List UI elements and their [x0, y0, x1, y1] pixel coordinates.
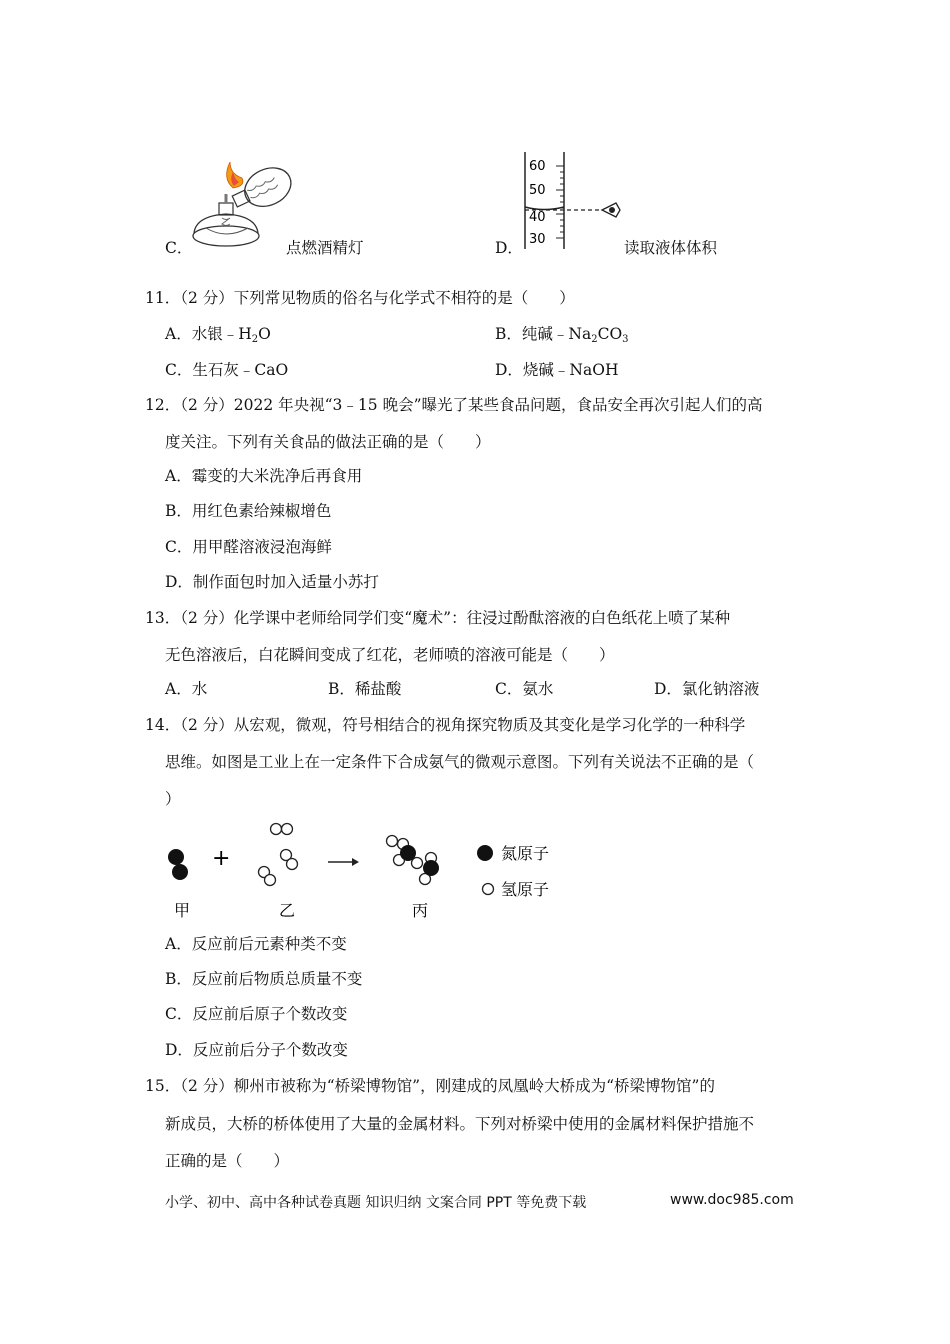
q15-stem-line1: 15．（2 分）柳州市被称为“桥梁博物馆”，刚建成的凤凰岭大桥成为“桥梁博物馆”的	[145, 1077, 715, 1095]
q10-option-c-caption: 点燃酒精灯	[286, 239, 364, 257]
q12-option-b: B．用红色素给辣椒增色	[165, 502, 332, 520]
q13-stem-line2: 无色溶液后，白花瞬间变成了红花，老师喷的溶液可能是（ ）	[165, 646, 615, 664]
q14-stem-line2: 思维。如图是工业上在一定条件下合成氨气的微观示意图。下列有关说法不正确的是（	[165, 753, 755, 771]
q10-option-c-letter: C．	[165, 239, 193, 257]
plus-sign: +	[212, 846, 231, 871]
alcohol-lamp-figure	[186, 148, 296, 258]
label-jia: 甲	[174, 901, 191, 920]
label-bing: 丙	[412, 901, 429, 920]
q13-option-a: A．水	[165, 680, 208, 698]
legend-nitrogen: 氮原子	[501, 844, 550, 863]
q11-option-d: D．烧碱﹣NaOH	[495, 361, 619, 379]
q14-stem-line3: ）	[165, 790, 181, 808]
q11-a-text: 水银﹣H	[191, 325, 252, 343]
q14-option-c: C．反应前后原子个数改变	[165, 1005, 348, 1023]
q14-option-d: D．反应前后分子个数改变	[165, 1041, 348, 1059]
q12-option-a: A．霉变的大米洗净后再食用	[165, 467, 363, 485]
q13-stem-line1: 13．（2 分）化学课中老师给同学们变“魔术”：往浸过酚酞溶液的白色纸花上喷了某种	[145, 609, 731, 627]
q10-option-d-letter: D．	[495, 239, 523, 257]
legend-hydrogen: 氢原子	[501, 880, 550, 899]
q12-option-c: C．用甲醛溶液浸泡海鲜	[165, 538, 332, 556]
cylinder-tick-40: 40	[529, 210, 546, 225]
q11-option-b	[495, 324, 629, 350]
cylinder-tick-50: 50	[529, 183, 546, 198]
q13-option-d: D．氯化钠溶液	[654, 680, 760, 698]
q11-a-tail: O	[258, 325, 271, 343]
q13-option-c: C．氨水	[495, 680, 554, 698]
q11-a-sub: 2	[251, 334, 259, 345]
q14-stem-line1: 14．（2 分）从宏观，微观，符号相结合的视角探究物质及其变化是学习化学的一种科学	[145, 716, 746, 734]
footer-left-text: 小学、初中、高中各种试卷真题 知识归纳 文案合同 PPT 等免费下载	[165, 1195, 587, 1211]
q11-a-letter: A．	[165, 325, 192, 343]
graduated-cylinder-figure	[520, 152, 630, 252]
q10-option-d-caption: 读取液体体积	[624, 239, 718, 257]
q11-b-text: 纯碱﹣Na	[521, 325, 592, 343]
q15-stem-line3: 正确的是（ ）	[165, 1152, 290, 1170]
footer-url[interactable]: www.doc985.com	[670, 1192, 794, 1208]
ammonia-synthesis-diagram	[160, 820, 580, 925]
label-yi: 乙	[279, 901, 296, 920]
q12-stem-line2: 度关注。下列有关食品的做法正确的是（ ）	[165, 433, 491, 451]
q11-option-a	[165, 324, 271, 350]
q12-stem-line1: 12．（2 分）2022 年央视“3﹣15 晚会”曝光了某些食品问题，食品安全再次引起人们的高	[145, 396, 763, 414]
cylinder-tick-60: 60	[529, 159, 546, 174]
q11-b-mid: CO	[597, 325, 623, 343]
q11-b-sub1: 2	[591, 334, 598, 345]
q11-b-letter: B．	[495, 325, 522, 343]
q14-option-a: A．反应前后元素种类不变	[165, 935, 347, 953]
cylinder-tick-30: 30	[529, 232, 546, 247]
q14-option-b: B．反应前后物质总质量不变	[165, 970, 363, 988]
q12-option-d: D．制作面包时加入适量小苏打	[165, 573, 379, 591]
q11-stem: 11．（2 分）下列常见物质的俗名与化学式不相符的是（ ）	[145, 289, 575, 307]
q15-stem-line2: 新成员，大桥的桥体使用了大量的金属材料。下列对桥梁中使用的金属材料保护措施不	[165, 1115, 755, 1133]
q11-option-c: C．生石灰﹣CaO	[165, 361, 289, 379]
q13-option-b: B．稀盐酸	[328, 680, 402, 698]
q11-b-sub2: 3	[622, 334, 629, 345]
